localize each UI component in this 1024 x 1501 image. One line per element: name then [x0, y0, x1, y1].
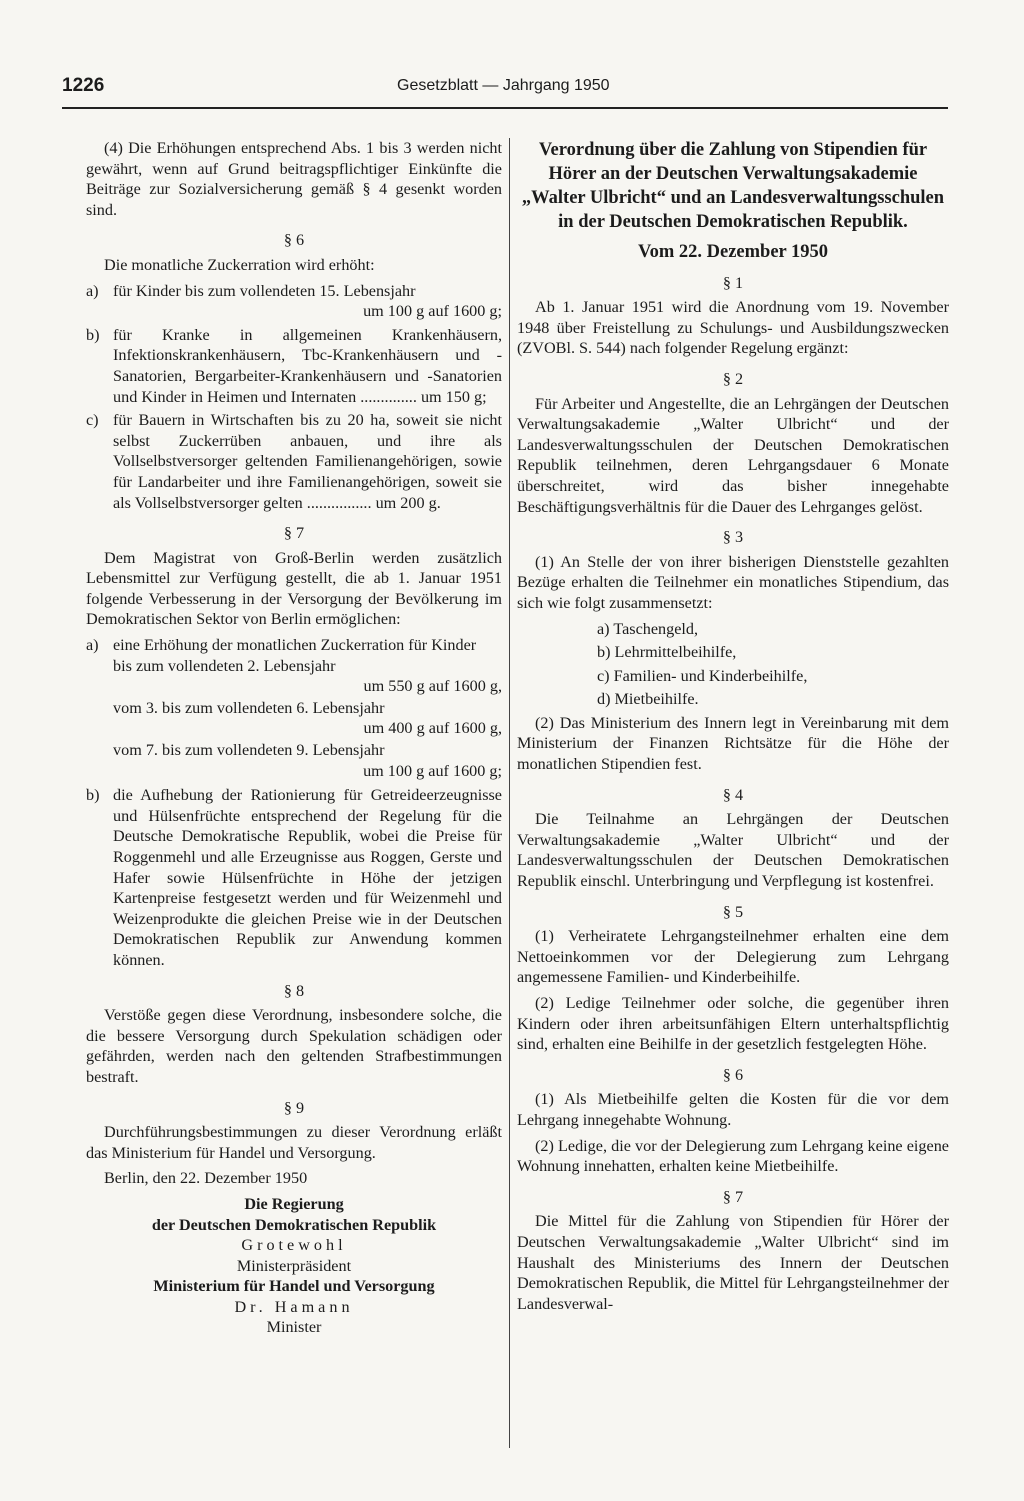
list-item: b) Lehrmittelbeihilfe,	[597, 643, 737, 662]
sub-item: vom 7. bis zum vollendeten 9. Lebensjahr	[113, 741, 385, 760]
signature-body: Ministerium für Handel und Versorgung	[153, 1277, 435, 1296]
item-label: c)	[86, 411, 99, 430]
list-item	[86, 635, 502, 782]
section-5-heading: § 5	[722, 902, 744, 921]
running-title: Gesetzblatt — Jahrgang 1950	[397, 77, 610, 94]
sub-item-amount: um 550 g auf 1600 g,	[363, 677, 502, 696]
section-4-text: Die Teilnahme an Lehrgängen der Deutschen Verwaltungsakademie „Walter Ulbricht“ und der Landesverwaltungsschulen der Deutschen Demokratischen Republik einschl. Unterbringung und Verpflegung ist kostenfrei.	[517, 810, 949, 891]
item-text: eine Erhöhung der monatlichen Zuckerration für Kinder	[113, 636, 477, 655]
left-column	[86, 138, 502, 1338]
item-label: a)	[86, 636, 99, 655]
sub-item-amount: um 100 g auf 1600 g;	[363, 761, 502, 780]
item-text: für Bauern in Wirtschaften bis zu 20 ha, soweit sie nicht selbst Zuckerrüben anbauen, und ihre als Vollselbstversorger geltenden Familienangehörigen, sowie für Landarbeiter und ihre Familienangehörigen, soweit sie als Vollselbstversorger gelten ................ um 200 g.	[113, 411, 502, 512]
item-label: a)	[86, 281, 99, 300]
section-7-intro: Dem Magistrat von Groß-Berlin werden zusätzlich Lebensmittel zur Verfügung gestellt, die ab 1. Januar 1951 folgende Verbesserung in der Versorgung der Bevölkerung im Demokratischen Sektor von Berlin ermöglichen:	[86, 548, 502, 629]
section-4-heading: § 4	[722, 785, 744, 804]
item-text: für Kinder bis zum vollendeten 15. Lebensjahr	[113, 281, 416, 300]
paragraph-5-4: (4) Die Erhöhungen entsprechend Abs. 1 bis 3 werden nicht gewährt, wenn auf Grund beitragspflichtiger Einkünfte die Beiträge zur Sozialversicherung gemäß § 4 gesenkt worden sind.	[86, 139, 502, 219]
signatory-title: Minister	[266, 1318, 322, 1337]
section-6-intro: Die monatliche Zuckerration wird erhöht:	[104, 255, 375, 274]
item-label: b)	[86, 786, 100, 805]
item-label: b)	[86, 325, 100, 344]
section-5-paragraph-2: (2) Ledige Teilnehmer oder solche, die gegenüber ihren Kindern oder ihren arbeitsunfähigen Eltern unterhaltspflichtig sind, erhalten eine Beihilfe in der gesetzlich festgelegten Höhe.	[517, 994, 949, 1054]
list-item: d) Mietbeihilfe.	[597, 690, 699, 709]
decree-date: Vom 22. Dezember 1950	[637, 242, 829, 262]
column-divider	[509, 138, 510, 1448]
section-5-paragraph-1: (1) Verheiratete Lehrgangsteilnehmer erhalten eine dem Nettoeinkommen vor der Delegierung zum Lehrgang angemessene Familien- und Kinderbeihilfe.	[517, 927, 949, 987]
section-9-heading: § 9	[283, 1098, 305, 1117]
section-1-heading: § 1	[722, 273, 744, 292]
signatory-title: Ministerpräsident	[236, 1256, 352, 1275]
signature-body: Die Regierung	[244, 1194, 344, 1213]
section-1-text: Ab 1. Januar 1951 wird die Anordnung vom 19. November 1948 über Freistellung zu Schulungs- und Ausbildungszwecken (ZVOBl. S. 544) nach folgender Regelung ergänzt:	[517, 298, 949, 358]
sub-item: bis zum vollendeten 2. Lebensjahr	[113, 656, 336, 675]
section-3-paragraph-2: (2) Das Ministerium des Innern legt in Vereinbarung mit dem Ministerium der Finanzen Richtsätze für die Höhe der monatlichen Stipendien fest.	[517, 713, 949, 774]
list-item: a) Taschengeld,	[597, 619, 699, 638]
section-7-heading: § 7	[722, 1187, 744, 1206]
page-number: 1226	[62, 75, 105, 96]
section-2-text: Für Arbeiter und Angestellte, die an Lehrgängen der Deutschen Verwaltungsakademie „Walter Ulbricht“ und der Landesverwaltungsschulen der Deutschen Demokratischen Republik teilnehmen, deren Lehrgangsdauer 6 Monate überschreitet, wird das bisher innegehabte Beschäftigungsverhältnis für die Dauer des Lehrganges gelöst.	[517, 394, 949, 516]
list-item	[86, 410, 502, 513]
sub-item-amount: um 400 g auf 1600 g,	[363, 719, 502, 738]
list-item: c) Familien- und Kinderbeihilfe,	[597, 666, 808, 685]
signatory-name: Dr. Hamann	[234, 1297, 354, 1316]
item-text: die Aufhebung der Rationierung für Getreideerzeugnisse und Hülsenfrüchte entsprechend der Regelung für die Deutsche Demokratische Republik, wobei die Preise für Roggenmehl und alle Erzeugnisse aus Roggen, Gerste und Hafer sowie Hülsenfrüchte in Höhe der jetzigen Kartenpreise festgesetzt werden und für Weizenmehl und Weizenprodukte die gleichen Preise wie in der Deutschen Demokratischen Republik zur Anwendung kommen können.	[113, 786, 502, 969]
list-item	[86, 785, 502, 970]
section-2-heading: § 2	[722, 369, 744, 388]
decree-title: Verordnung über die Zahlung von Stipendien für Hörer an der Deutschen Verwaltungsakademie „Walter Ulbricht“ und an Landesverwaltungsschulen in der Deutschen Demokratischen Republik.	[521, 140, 945, 232]
sub-item: vom 3. bis zum vollendeten 6. Lebensjahr	[113, 698, 385, 717]
list-item	[86, 281, 502, 322]
signatory-name: Grotewohl	[241, 1236, 347, 1255]
section-6-paragraph-2: (2) Ledige, die vor der Delegierung zum Lehrgang keine eigene Wohnung innehatten, erhalten keine Mietbeihilfe.	[517, 1136, 949, 1176]
signature-body: der Deutschen Demokratischen Republik	[151, 1215, 437, 1234]
item-amount: um 100 g auf 1600 g;	[363, 302, 502, 321]
page-header	[62, 73, 948, 109]
right-column	[517, 138, 949, 1319]
section-3-heading: § 3	[722, 528, 744, 547]
section-6-heading: § 6	[722, 1065, 744, 1084]
section-6-heading: § 6	[283, 231, 305, 250]
section-9-text: Durchführungsbestimmungen zu dieser Verordnung erläßt das Ministerium für Handel und Versorgung.	[86, 1123, 502, 1162]
section-6-paragraph-1: (1) Als Mietbeihilfe gelten die Kosten für die vor dem Lehrgang innegehabte Wohnung.	[517, 1090, 949, 1129]
section-8-text: Verstöße gegen diese Verordnung, insbesondere solche, die die bessere Versorgung durch Spekulation schädigen oder gefährden, werden nach den geltenden Strafbestimmungen bestraft.	[86, 1006, 502, 1086]
place-date: Berlin, den 22. Dezember 1950	[104, 1169, 308, 1188]
section-7-heading: § 7	[283, 524, 305, 543]
list-item	[86, 325, 502, 407]
section-8-heading: § 8	[283, 981, 305, 1000]
section-3-paragraph-1: (1) An Stelle der von ihrer bisherigen Dienststelle gezahlten Bezüge erhalten die Teilnehmer ein monatliches Stipendium, das sich wie folgt zusammensetzt:	[517, 552, 949, 612]
section-7-text: Die Mittel für die Zahlung von Stipendien für Hörer der Deutschen Verwaltungsakademie „Walter Ulbricht“ sind im Haushalt des Ministeriums des Innern der Deutschen Demokratischen Republik, die Mittel für Lehrgangsteilnehmer der Landesverwal-	[517, 1212, 949, 1313]
item-text: für Kranke in allgemeinen Krankenhäusern, Infektionskrankenhäusern, Tbc-Krankenhäusern und -Sanatorien, Bergarbeiter-Krankenhäusern und -Sanatorien und Kinder in Heimen und Internaten .............. um 150 g;	[113, 325, 502, 406]
